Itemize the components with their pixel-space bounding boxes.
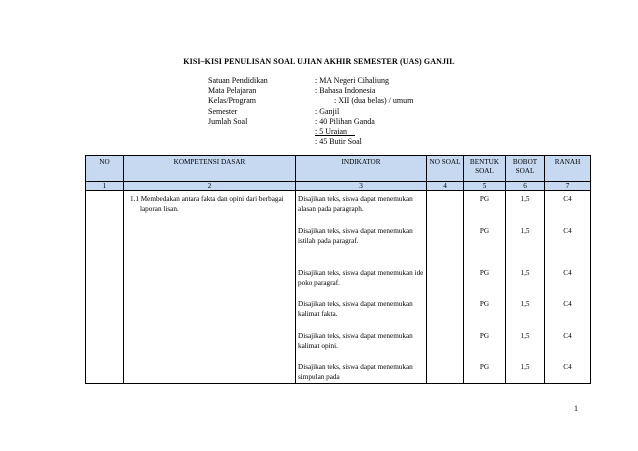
indikator-item: Disajikan teks, siswa dapat menemukan kalimat fakta. (298, 300, 413, 318)
column-number: 7 (545, 182, 591, 191)
bentuk-item: PG (479, 268, 490, 277)
indikator-item: Disajikan teks, siswa dapat menemukan simpulan pada (298, 363, 413, 381)
cell-bentuk (464, 191, 506, 384)
bobot-item: 1,5 (520, 226, 530, 235)
meta-value: : Bahasa Indonesia (315, 86, 376, 96)
meta-label: Satuan Pendidikan (208, 76, 268, 85)
indikator-item: Disajikan teks, siswa dapat menemukan kalimat opini. (298, 331, 413, 350)
meta-value: : MA Negeri Cihaliung (315, 76, 389, 85)
document-title: KISI–KISI PENULISAN SOAL UJIAN AKHIR SEMESTER (UAS) GANJIL (183, 57, 455, 66)
meta-label: Mata Pelajaran (208, 86, 257, 96)
column-number-row (86, 182, 591, 191)
cell-bobot (506, 191, 545, 384)
no-soal-item (429, 268, 461, 300)
ranah-item: C4 (563, 331, 572, 340)
column-number: 6 (506, 182, 545, 191)
cell-kompetensi (124, 191, 296, 384)
column-number: 2 (124, 182, 296, 191)
meta-label: Jumlah Soal (208, 116, 248, 126)
bentuk-item: PG (479, 226, 490, 235)
kisi-table (85, 155, 591, 384)
kompetensi-text: 1.1 Membedakan antara fakta dan opini dari berbagai laporan lisan. (130, 195, 284, 213)
cell-no-soal (427, 191, 464, 384)
header-no: NO (86, 156, 124, 182)
cell-ranah (545, 191, 591, 384)
meta-value-uraian: : 5 Uraian (315, 126, 347, 136)
bobot-item: 1,5 (520, 300, 530, 308)
bobot-item: 1,5 (520, 195, 530, 203)
column-number: 3 (296, 182, 427, 191)
meta-label: Kelas/Program (208, 96, 256, 106)
cell-no (86, 191, 124, 384)
column-number: 5 (464, 182, 506, 191)
header-bentuk-soal: BENTUK SOAL (464, 156, 506, 182)
bobot-item: 1,5 (520, 363, 530, 371)
meta-values (315, 76, 413, 147)
column-number: 1 (86, 182, 124, 191)
no-soal-item (429, 331, 461, 363)
indikator-item: Disajikan teks, siswa dapat menemukan ide poko paragraf. (298, 268, 424, 287)
meta-value-total: : 45 Butir Soal (315, 137, 362, 147)
header-kompetensi: KOMPETENSI DASAR (124, 156, 296, 182)
no-soal-item (429, 194, 461, 226)
header-indikator: INDIKATOR (296, 156, 427, 182)
ranah-item: C4 (563, 226, 572, 235)
bobot-item: 1,5 (520, 268, 530, 277)
page-number: 1 (574, 404, 578, 413)
header-ranah: RANAH (545, 156, 591, 182)
ranah-item: C4 (563, 363, 572, 371)
ranah-item: C4 (563, 268, 572, 277)
meta-label: Semester (208, 106, 238, 116)
indikator-item: Disajikan teks, siswa dapat menemukan alasan pada paragraph. (298, 195, 413, 213)
table-header-row (86, 156, 591, 182)
ranah-item: C4 (563, 300, 572, 308)
meta-value: : 40 Pilihan Ganda (315, 116, 375, 126)
no-soal-item (429, 299, 461, 331)
ranah-item: C4 (563, 195, 572, 203)
bentuk-item: PG (479, 331, 490, 340)
no-soal-item (429, 226, 461, 268)
header-bobot-soal: BOBOT SOAL (506, 156, 545, 182)
no-soal-item (429, 362, 461, 383)
meta-labels (208, 76, 268, 127)
indikator-item: Disajikan teks, siswa dapat menemukan istilah pada paragraf. (298, 226, 413, 245)
bentuk-item: PG (479, 363, 490, 371)
table-row (86, 191, 591, 384)
bentuk-item: PG (479, 195, 490, 203)
column-number: 4 (427, 182, 464, 191)
meta-value: : Ganjil (315, 106, 340, 116)
header-no-soal: NO SOAL (427, 156, 464, 182)
meta-value: : XII (dua belas) / umum (334, 96, 414, 106)
bentuk-item: PG (479, 300, 490, 308)
cell-indikator (296, 191, 427, 384)
bobot-item: 1,5 (520, 331, 530, 340)
